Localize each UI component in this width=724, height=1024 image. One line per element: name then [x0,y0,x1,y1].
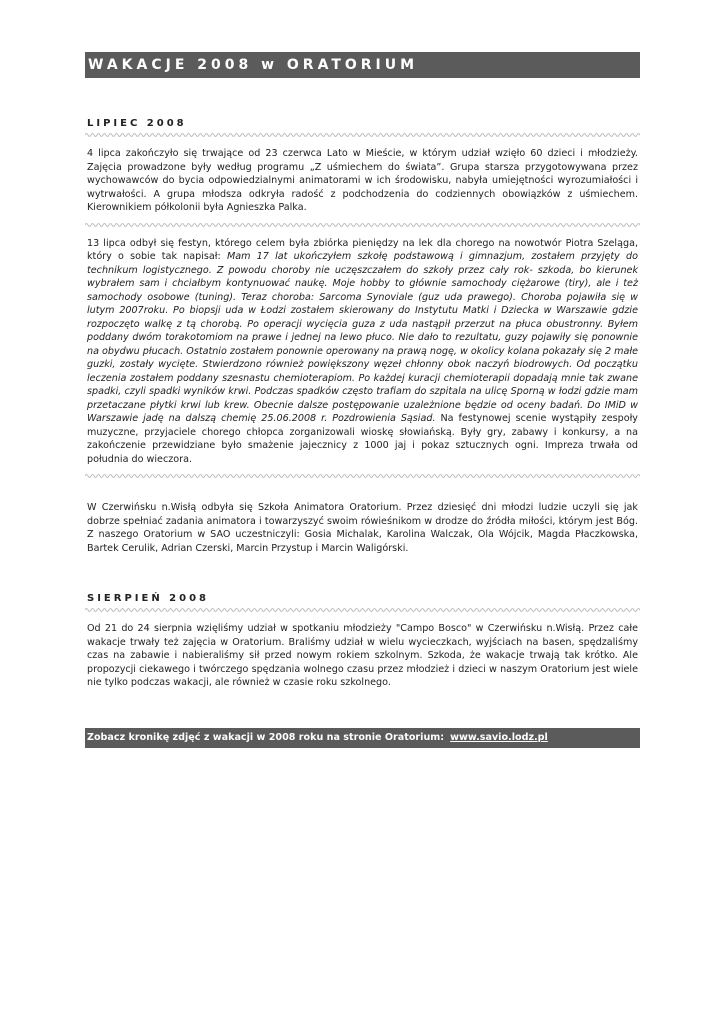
footer-bar [85,728,640,748]
page-title: WAKACJE 2008 w ORATORIUM [85,52,640,78]
wave-line [85,609,640,612]
paragraph-festyn [85,237,640,467]
paragraph-campo-bosco: Od 21 do 24 sierpnia wzięliśmy udział w spotkaniu młodzieży "Campo Bosco" w Czerwińsku n.Wisłą. Przez całe wakacje trwały też zajęcia w Oratorium. Braliśmy udział w wielu wycieczkach, wyjściach na basen, spędzaliśmy czas na zabawie i nabieraliśmy sił przed nowym rokiem szkolnym. Szkoda, że wakacje trwają tak krótko. Ale propozycji ciekawego i twórczego spędzania wolnego czasu przez młodzież i dzieci w naszym Oratorium jest wiele nie tylko podczas wakacji, ale również w czasie roku szkolnego. [87,623,638,688]
wave-divider [85,472,640,480]
wave-line [85,475,640,478]
wave-divider [85,131,640,139]
wave-line [85,134,640,137]
section-heading-july: LIPIEC 2008 [87,118,187,129]
footer-link[interactable]: www.savio.lodz.pl [450,731,548,743]
wave-divider [85,221,640,229]
section-heading-august: SIERPIEŃ 2008 [87,593,210,604]
footer-text: Zobacz kronikę zdjęć z wakacji w 2008 roku na stronie Oratorium: [87,731,445,743]
festyn-outro: Na festynowej scenie wystąpiły zespoły muzyczne, przyjaciele chorego chłopca zorganizowali wioskę słowiańską. Były gry, zabawy i konkursy, a na zakończenie przewidziane było smażenie jajecznicy z 1000 jaj i pokaz sztucznych ogni. Impreza trwała od południa do wieczora. [87,413,638,465]
festyn-quote: Mam 17 lat ukończyłem szkołę podstawową i gimnazjum, zostałem przyjęty do technikum logistycznego. Z powodu choroby nie uczęszczałem do szkoły przez cały rok- szkoda, bo kierunek wybrałem sam i chciałbym kontynuować naukę. Moje hobby to głównie samochody ciężarowe (tiry), ale i też samochody osobowe (tuning). Teraz choroba: Sarcoma Synoviale (guz uda prawego). Choroba pojawiła się w lutym 2007roku. Po biopsji uda w Łodzi zostałem skierowany do Instytutu Matki i Dziecka w Warszawie gdzie rozpoczęto walkę z tą chorobą. Po operacji wycięcia guza z uda nastąpił przerzut na płuca obustronny. Byłem poddany dwóm torakotomiom na prawe i jednej na lewo płuco. Nie dało to rezultatu, guzy pojawiły się ponownie na obydwu płucach. Ostatnio zostałem ponownie operowany na prawą nogę, w okolicy kolana pokazały się 2 małe guzki, zostały wycięte. Stwierdzono również powiększony węzeł chłonny obok naczyń biodrowych. Od początku leczenia zostałem poddany szesnastu chemioterapiom. Po każdej kuracji chemioterapii dopadają mnie tak zwane spadki, czyli spadki wyników krwi. Podczas spadków często trafiam do szpitala na ulicę Sporną w łodzi gdzie mam przetaczane płytki krwi lub krew. Obecnie dalsze postępowanie uzależnione będzie od oceny badań. Do IMiD w Warszawie jadę na dalszą chemię 25.06.2008 r. Pozdrowienia Sąsiad. [87,251,638,424]
wave-divider [85,606,640,614]
festyn-intro: 13 lipca odbył się festyn, którego celem była zbiórka pieniędzy na lek dla chorego na nowotwór Piotra Szeląga, który o sobie tak napisał: [87,237,638,262]
document-page [85,52,640,748]
wave-line [85,223,640,226]
paragraph-szkola-animatora: W Czerwińsku n.Wisłą odbyła się Szkoła Animatora Oratorium. Przez dziesięć dni młodzi ludzie uczyli się jak dobrze spełniać zadania animatora i towarzyszyć swoim rówieśnikom w drodze do źródła miłości, którym jest Bóg. Z naszego Oratorium w SAO uczestniczyli: Gosia Michalak, Karolina Walczak, Ola Wójcik, Magda Płaczkowska, Bartek Cerulik, Adrian Czerski, Marcin Przystup i Marcin Waligórski. [87,502,638,554]
paragraph-lato-w-miescie: 4 lipca zakończyło się trwające od 23 czerwca Lato w Mieście, w którym udział wzięło 60 dzieci i młodzieży. Zajęcia prowadzone były według programu „Z uśmiechem do świata”. Grupa starsza przygotowywana przez wychowawców do bycia odpowiedzialnymi animatorami w ich środowisku, nabyła umiejętności wyrozumiałości i wytrwałości. A grupa młodsza odkryła radość z podchodzenia do codziennych obowiązków z uśmiechem. Kierownikiem półkolonii była Agnieszka Palka. [87,148,638,213]
